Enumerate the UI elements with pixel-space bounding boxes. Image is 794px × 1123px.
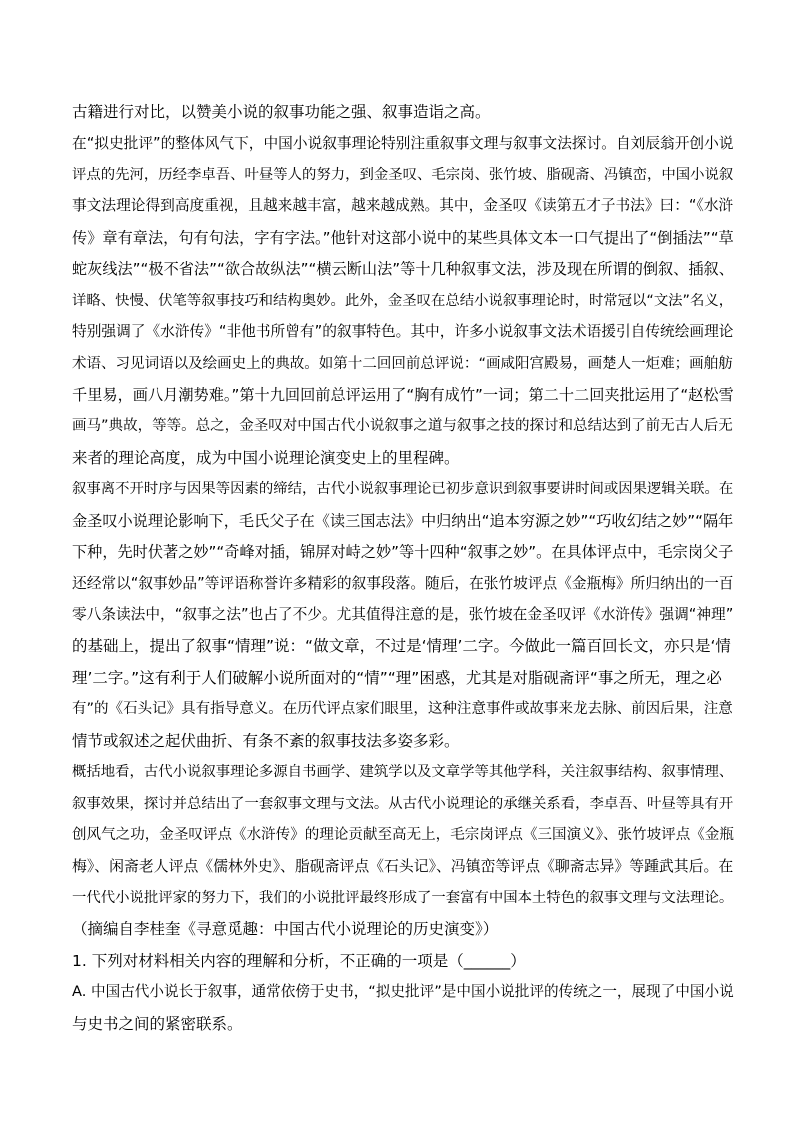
- text-line: 评点的先河，历经李卓吾、叶昼等人的努力，到金圣叹、毛宗岗、张竹坡、脂砚斋、冯镇峦，中国小说叙: [72, 167, 734, 183]
- text-line: 传》章有章法，句有句法，字有字法。”他针对这部小说中的某些具体文本一口气提出了“倒插法”“草: [72, 229, 734, 247]
- text-line: 叙事效果，探讨并总结出了一套叙事文理与文法。从古代小说理论的承继关系看，李卓吾、叶昼等具有开: [72, 796, 734, 812]
- option-a: A. 中国古代小说长于叙事，通常依傍于史书，“拟史批评”是中国小说批评的传统之一，展现了中国小说: [72, 983, 734, 1000]
- text-line: 画马”典故，等等。总之，金圣叹对中国古代小说叙事之道与叙事之技的探讨和总结达到了前无古人后无: [72, 418, 733, 434]
- text-line: 的基础上，提出了叙事“情理”说：“做文章，不过是‘情理’二字。今做此一篇百回长文，亦只是‘情: [72, 637, 731, 655]
- text-line: 千里易，画八月潮势难。”第十九回回前总评运用了“胸有成竹”一词；第二十二回夹批运用了“赵松雪: [72, 386, 734, 404]
- text-line: 来者的理论高度，成为中国小说理论演变史上的里程碑。: [72, 449, 460, 467]
- text-line: 详略、快慢、伏笔等叙事技巧和结构奥妙。此外，金圣叹在总结小说叙事理论时，时常冠以“文法”名义，: [72, 293, 734, 309]
- text-line: 理’二字。”这有利于人们破解小说所面对的“情”“理”困惑，尤其是对脂砚斋评“事之所无，理之必: [72, 669, 722, 687]
- text-line: 事文法理论得到高度重视，且越来越丰富，越来越成熟。其中，金圣叹《读第五才子书法》曰：“《水浒: [72, 197, 734, 214]
- text-line: 一代代小说批评家的努力下，我们的小说批评最终形成了一套富有中国本土特色的叙事文理与文法理论。: [72, 890, 734, 906]
- text-line: 有”的《石头记》具有指导意义。在历代评点家们眼里，这种注意事件或故事来龙去脉、前因后果，注意: [72, 701, 733, 717]
- text-line: 金圣叹小说理论影响下，毛氏父子在《读三国志法》中归纳出“追本穷源之妙”“巧收幻结之妙”“隔年: [72, 512, 734, 530]
- text-line: 蛇灰线法”“极不省法”“欲合故纵法”“横云断山法”等十几种叙事文法，涉及现在所谓的倒叙、插叙、: [72, 260, 734, 278]
- text-line: 概括地看，古代小说叙事理论多源自书画学、建筑学以及文章学等其他学科，关注叙事结构、叙事情理、: [72, 764, 734, 780]
- text-line: 创风气之功，金圣叹评点《水浒传》的理论贡献至高无上，毛宗岗评点《三国演义》、张竹坡评点《金瓶: [72, 826, 734, 843]
- text-line: 下种，先时伏著之妙”“奇峰对插，锦屏对峙之妙”等十四种“叙事之妙”。在具体评点中，毛宗岗父子: [72, 543, 734, 561]
- text-line: 叙事离不开时序与因果等因素的缔结，古代小说叙事理论已初步意识到叙事要讲时间或因果逻辑关联。在: [72, 481, 734, 497]
- text-line: 零八条读法中，“叙事之法”也占了不少。尤其值得注意的是，张竹坡在金圣叹评《水浒传》强调“神理”: [72, 606, 734, 623]
- text-line: 在“拟史批评”的整体风气下，中国小说叙事理论特别注重叙事文理与叙事文法探讨。自刘辰翁开创小说: [72, 135, 734, 152]
- question-1: 1. 下列对材料相关内容的理解和分析，不正确的一项是（______）: [72, 952, 526, 970]
- option-a-continued: 与史书之间的紧密联系。: [72, 1015, 243, 1033]
- text-line: 术语、习见词语以及绘画史上的典故。如第十二回回前总评说：“画咸阳宫殿易，画楚人一炬难；画舶舫: [72, 356, 733, 372]
- text-line: 还经常以“叙事妙品”等评语称誉许多精彩的叙事段落。随后，在张竹坡评点《金瓶梅》所归纳出的一百: [72, 575, 734, 592]
- text-line: 情节或叙述之起伏曲折、有条不紊的叙事技法多姿多彩。: [72, 732, 460, 750]
- text-line: 古籍进行对比，以赞美小说的叙事功能之强、叙事造诣之高。: [72, 103, 491, 121]
- source-citation: （摘编自李桂奎《寻意觅趣：中国古代小说理论的历史演变》）: [72, 920, 499, 938]
- text-line: 梅》、闲斋老人评点《儒林外史》、脂砚斋评点《石头记》、冯镇峦等评点《聊斋志异》等踵武其后。在: [72, 857, 734, 875]
- text-line: 特别强调了《水浒传》“非他书所曾有”的叙事特色。其中，许多小说叙事文法术语援引自传统绘画理论: [72, 323, 734, 340]
